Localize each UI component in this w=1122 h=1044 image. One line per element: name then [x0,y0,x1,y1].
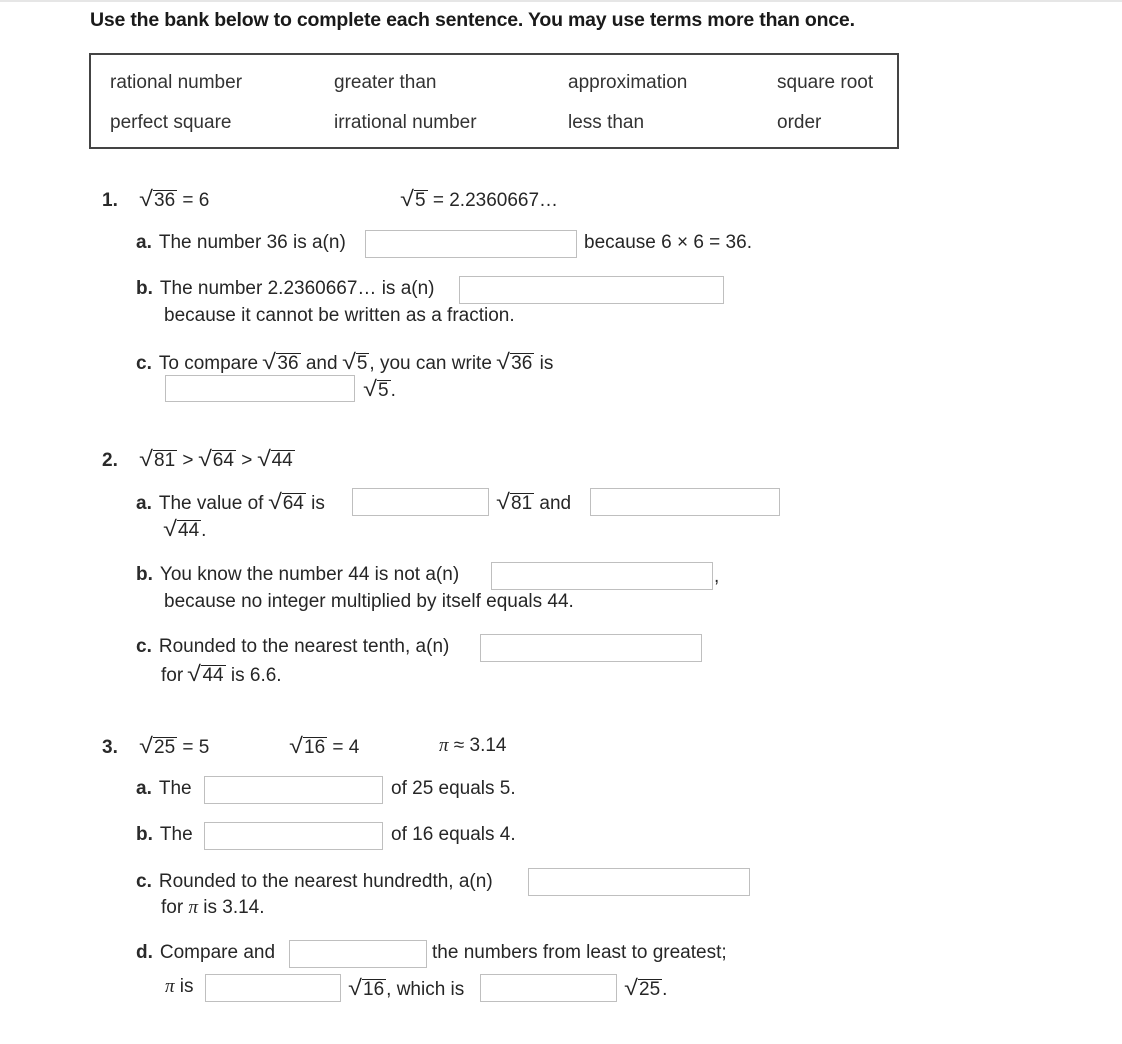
bank-term: rational number [110,72,243,93]
bank-term: greater than [334,72,437,93]
q3d-tail: √25 . [624,975,668,1000]
q1b-line2: because it cannot be written as a fraction. [164,305,515,326]
answer-box-q3a[interactable] [204,776,383,804]
radical-sign: √ [267,489,282,514]
radical-sign: √ [341,349,356,374]
bank-term: approximation [568,72,688,93]
expression-sqrt5: √5 = 2.2360667… [400,186,559,211]
radical-sign: √ [139,733,153,758]
radical-sign: √ [496,349,511,374]
expression-sqrt25: √25 = 5 [139,733,210,758]
question-number: 1. [102,190,118,211]
instructions: Use the bank below to complete each sentence. You may use terms more than once. [90,9,855,31]
top-divider [0,0,1122,2]
q1b-text: b. The number 2.2360667… is a(n) [136,278,435,299]
q2c-text: c. Rounded to the nearest tenth, a(n) [136,636,450,657]
radical-sign: √ [139,446,153,471]
q3d-mid: √16 , which is [348,975,465,1000]
expression-pi: π ≈ 3.14 [439,735,507,756]
q3c-line2: for π is 3.14. [161,897,265,918]
answer-box-q3c[interactable] [528,868,750,896]
q3d-line2: π is [165,976,194,997]
expression-sqrt16: √16 = 4 [289,733,360,758]
answer-box-q2a-1[interactable] [352,488,489,516]
bank-term: order [777,112,822,133]
q2b-line2: because no integer multiplied by itself equals 44. [164,591,574,612]
word-bank [89,53,899,149]
question-number: 2. [102,450,118,471]
radical-sign: √ [496,489,510,514]
answer-box-q3d-3[interactable] [480,974,617,1002]
q2b-comma: , [714,566,720,587]
answer-box-q2b[interactable] [491,562,713,590]
q3c-text: c. Rounded to the nearest hundredth, a(n) [136,871,493,892]
q3b-text: b. The [136,824,193,845]
answer-box-q3d-1[interactable] [289,940,427,968]
q1c-tail: √5 . [363,376,396,401]
answer-box-q1b[interactable] [459,276,724,304]
q1c-text: c. To compare √36 and √5 , you can write √36 is [136,349,554,374]
q1a-after: because 6 × 6 = 36. [584,232,752,253]
answer-box-q3d-2[interactable] [205,974,341,1002]
answer-box-q1c[interactable] [165,375,355,402]
bank-term: less than [568,112,645,133]
radical-sign: √ [348,975,362,1000]
q2a-line2: √44 . [163,516,207,541]
bank-term: irrational number [334,112,477,133]
bank-term: perfect square [110,112,232,133]
expression-sqrt36: √36 = 6 [139,186,210,211]
radical-sign: √ [624,975,638,1000]
radical-sign: √ [256,446,271,471]
radical-sign: √ [363,376,377,401]
q1a-text: a. The number 36 is a(n) [136,232,346,253]
q3b-after: of 16 equals 4. [391,824,516,845]
q2c-line2: for √44 is 6.6. [161,661,282,686]
radical-sign: √ [163,516,177,541]
radical-sign: √ [197,446,212,471]
answer-box-q2a-2[interactable] [590,488,780,516]
radical-sign: √ [400,186,414,211]
expression-q2: √81 > √64 > √44 [139,446,293,471]
q3d-text: d. Compare and [136,942,276,963]
radical-sign: √ [262,349,277,374]
q3a-text: a. The [136,778,192,799]
q3a-after: of 25 equals 5. [391,778,516,799]
radical-sign: √ [187,661,202,686]
q2a-mid: √81 and [496,489,572,514]
answer-box-q3b[interactable] [204,822,383,850]
radical-sign: √ [139,186,153,211]
answer-box-q1a[interactable] [365,230,577,258]
q2b-text: b. You know the number 44 is not a(n) [136,564,460,585]
question-number: 3. [102,737,118,758]
radical-sign: √ [289,733,303,758]
q3d-after: the numbers from least to greatest; [432,942,727,963]
bank-term: square root [777,72,874,93]
answer-box-q2c[interactable] [480,634,702,662]
q2a-text: a. The value of √64 is [136,489,325,514]
